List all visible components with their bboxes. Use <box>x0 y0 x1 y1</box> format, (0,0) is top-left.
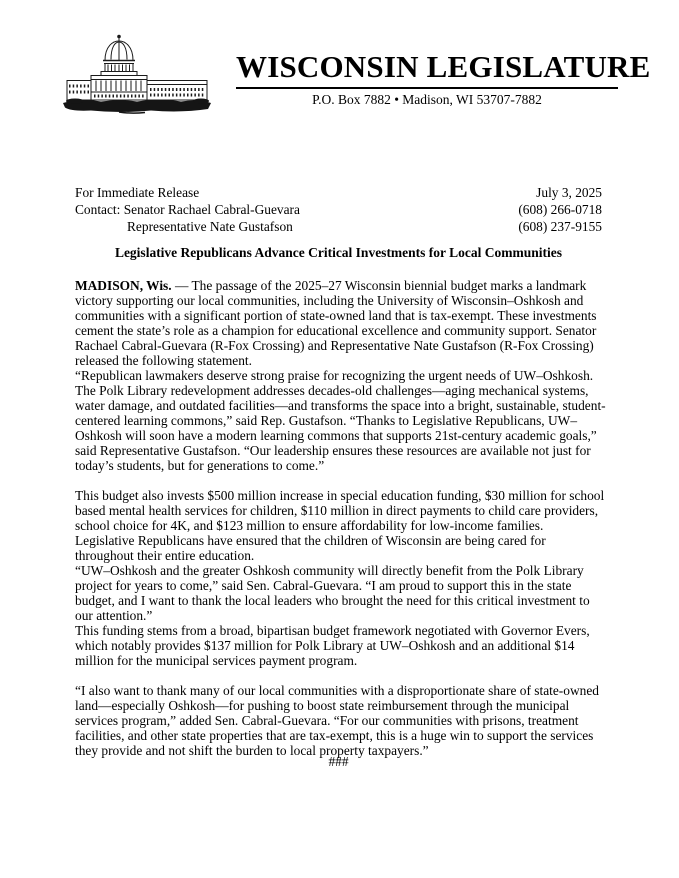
paragraph-lead <box>75 278 606 368</box>
contact-name-2: Representative Nate Gustafson <box>127 219 293 234</box>
contact-name-1: Senator Rachael Cabral-Guevara <box>123 202 300 217</box>
masthead <box>236 48 651 108</box>
contact-label: Contact: <box>75 202 121 217</box>
letterhead-address: P.O. Box 7882 • Madison, WI 53707-7882 <box>312 92 542 107</box>
organization-name: WISCONSIN LEGISLATURE <box>236 49 651 84</box>
contact-line-1 <box>75 201 300 218</box>
paragraph-cabral-guevara-quote: “UW–Oshkosh and the greater Oshkosh community will directly benefit from the Polk Library project for years to come,” said Sen. Cabral-Guevara. “I am proud to support this in the state budget, and I want to thank the local leaders who brought the need for this critical investment to our attention.” <box>75 563 590 623</box>
release-row <box>75 201 602 218</box>
contact-phone-1: (608) 266-0718 <box>518 202 602 217</box>
contact-phone-2: (608) 237-9155 <box>518 219 602 234</box>
headline: Legislative Republicans Advance Critical Investments for Local Communities <box>114 245 563 260</box>
dateline: MADISON, Wis. <box>75 278 172 293</box>
release-label: For Immediate Release <box>75 185 200 200</box>
paragraph-budget-investments: This budget also invests $500 million increase in special education funding, $30 million for school based mental health services for children, $110 million in direct payments to child care providers, school choice for 4K, and $123 million to ensure affordability for low-income families. Legislative Republicans have ensured that the children of Wisconsin are being cared for throughout their entire education. <box>75 488 605 563</box>
capitol-building-icon <box>60 32 214 116</box>
release-date: July 3, 2025 <box>536 185 602 200</box>
masthead-rule <box>236 87 618 89</box>
release-info <box>75 184 602 235</box>
paragraph-funding-framework: This funding stems from a broad, bipartisan budget framework negotiated with Governor Evers, which notably provides $137 million for Polk Library at UW–Oshkosh and an additional $14 million for the municipal services payment program. <box>75 623 590 668</box>
paragraph-lead-text: — The passage of the 2025–27 Wisconsin biennial budget marks a landmark victory supporting our local communities, including the University of Wisconsin–Oshkosh and communities with a significant portion of state-owned land that is tax-exempt. These investments cement the state’s role as a champion for educational excellence and community support. Senator Rachael Cabral-Guevara (R-Fox Crossing) and Representative Nate Gustafson (R-Fox Crossing) released the following statement. <box>75 278 597 368</box>
paragraph-municipal-services-quote: “I also want to thank many of our local communities with a disproportionate share of state-owned land—especially Oshkosh—for pushing to boost state reimbursement through the municipal services program,” added Sen. Cabral-Guevara. “For our communities with prisons, treatment facilities, and other state properties that are tax-exempt, this is a huge win to support the services they provide and not shift the burden to local property taxpayers.” <box>75 683 599 758</box>
release-row <box>75 218 602 235</box>
end-mark: ### <box>328 754 349 769</box>
paragraph-gustafson-quote: “Republican lawmakers deserve strong praise for recognizing the urgent needs of UW–Oshkosh. The Polk Library redevelopment addresses decades-old challenges—aging mechanical systems, water damage, and outdated facilities—and transforms the space into a bright, sustainable, student-centered learning commons,” said Rep. Gustafson. “Thanks to Legislative Republicans, UW–Oshkosh will soon have a modern learning commons that supports 21st-century academic goals,” said Representative Gustafson. “Our leadership ensures these resources are available not just for today’s students, but for generations to come.” <box>75 368 606 473</box>
release-row <box>75 184 602 201</box>
